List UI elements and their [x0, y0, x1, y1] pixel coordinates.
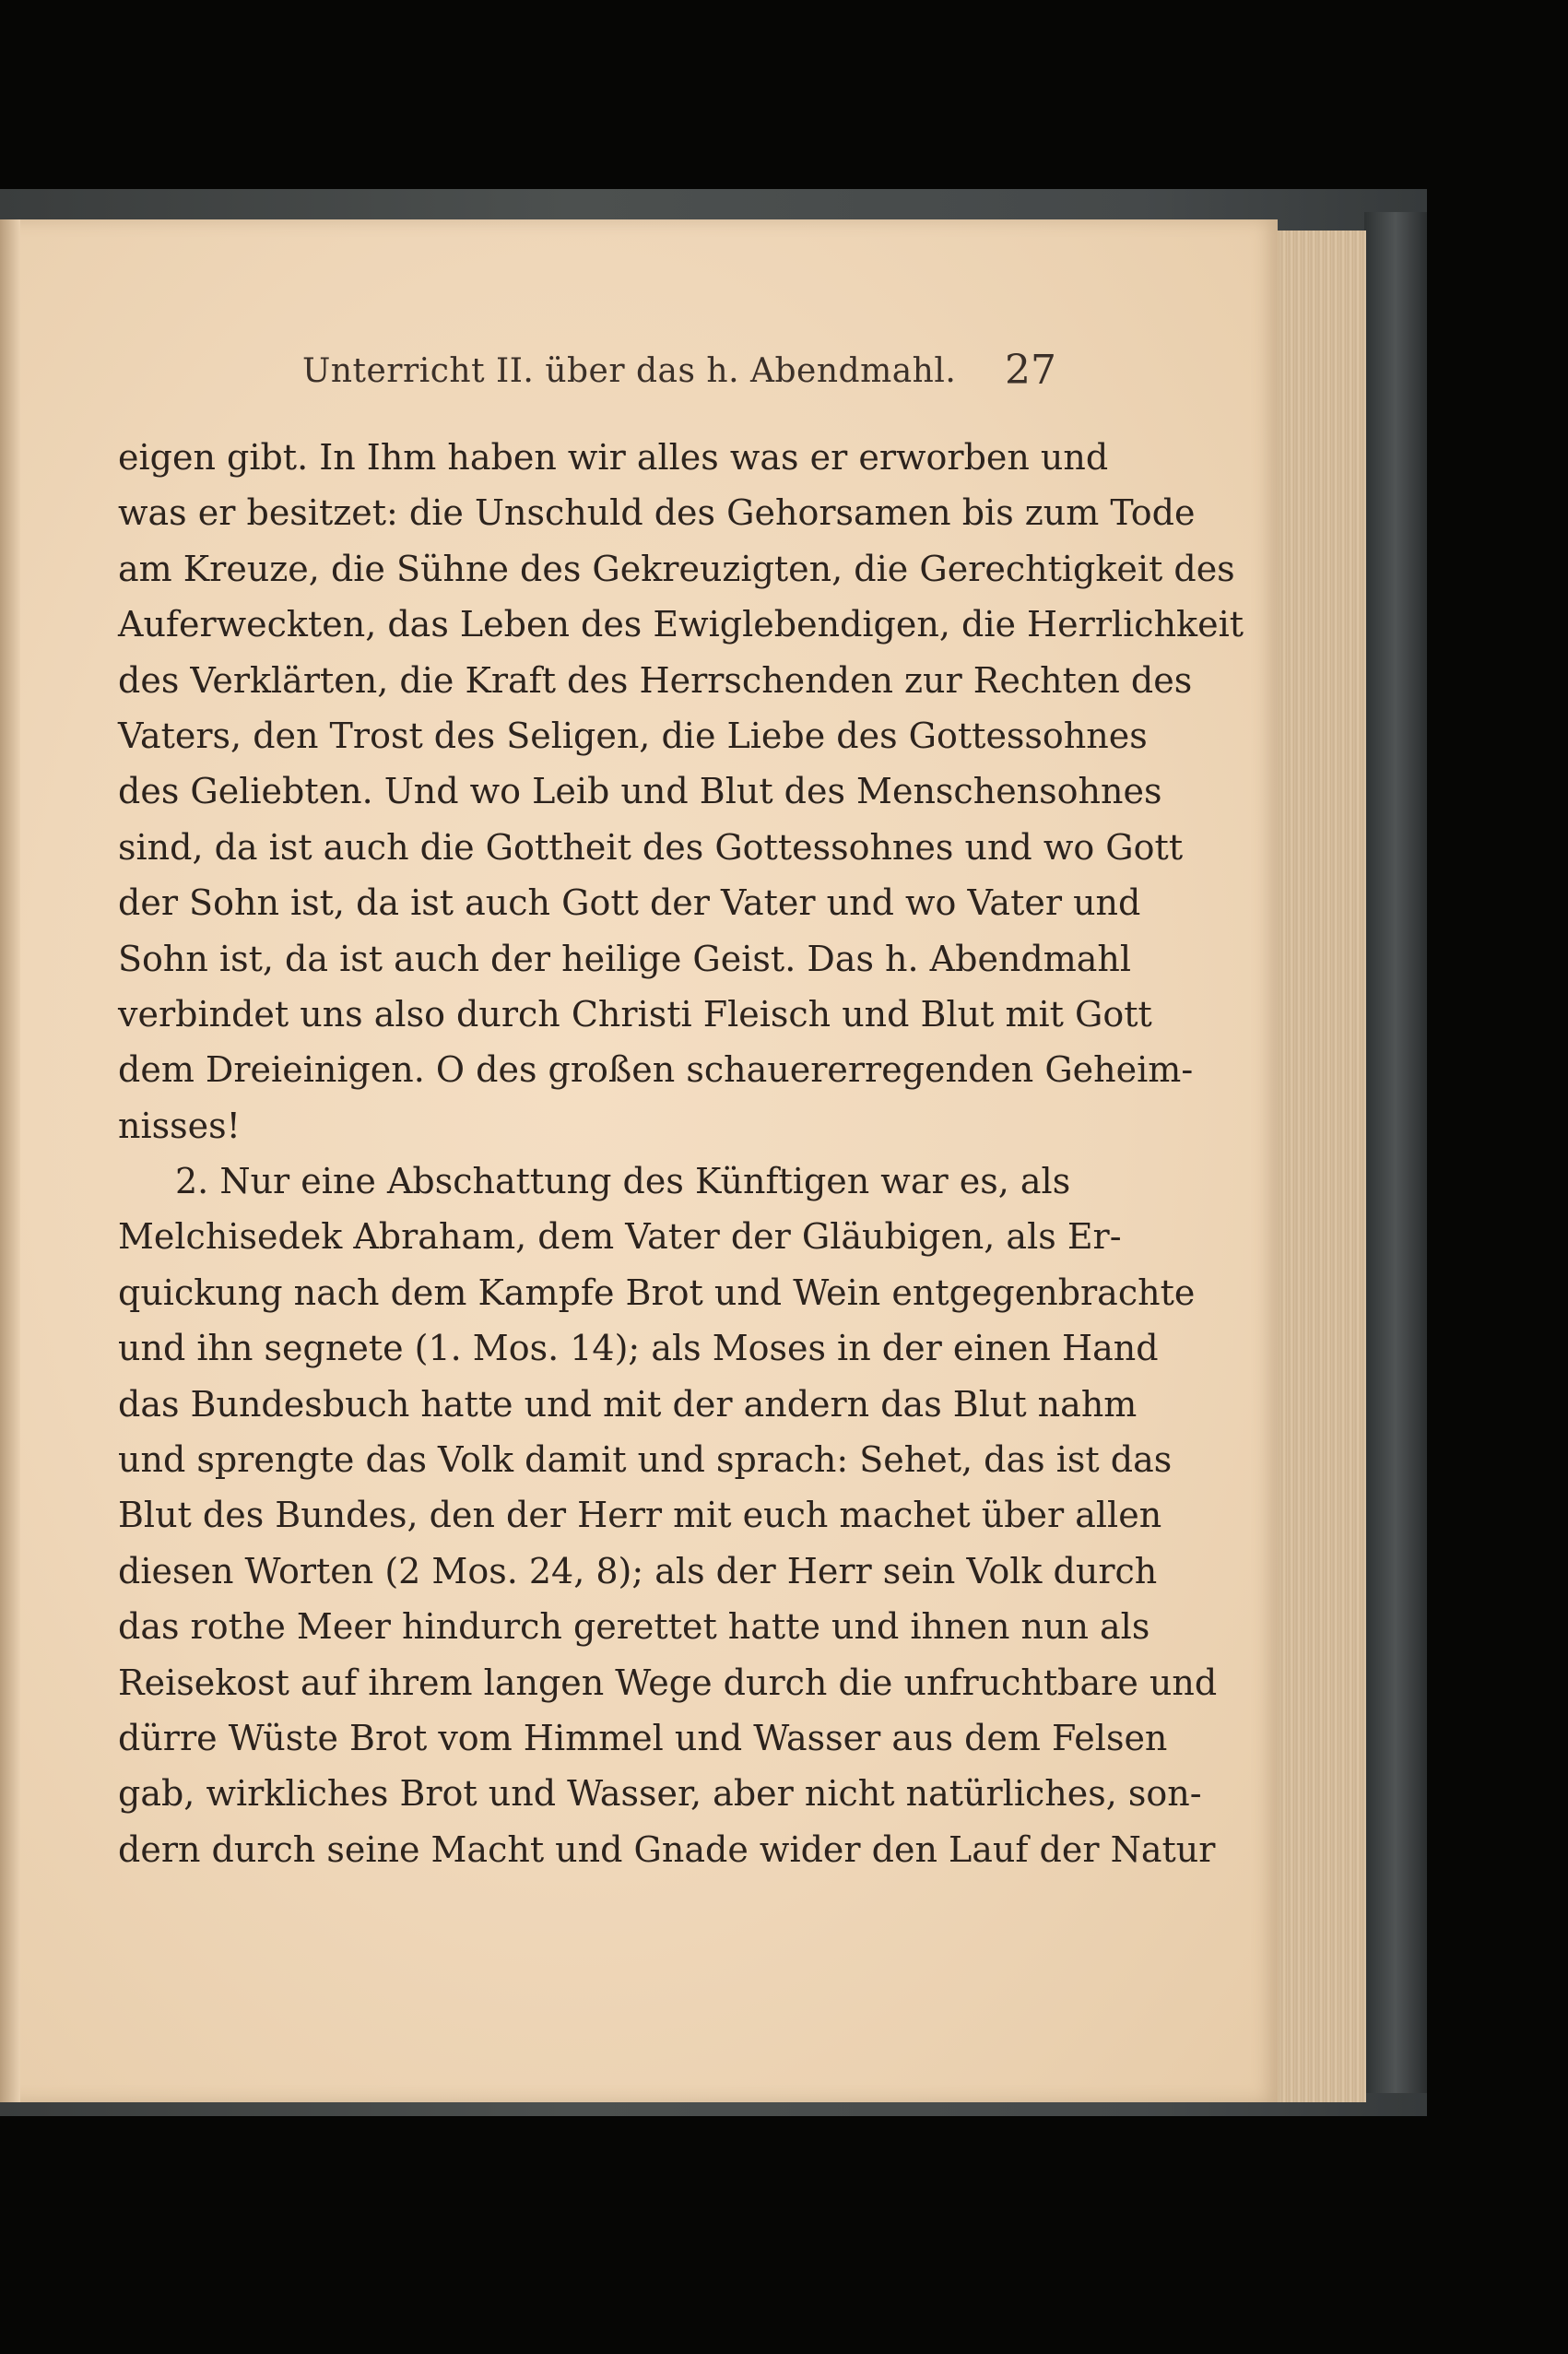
text-line: diesen Worten (2 Mos. 24, 8); als der Herr sein Volk durch	[118, 1550, 1158, 1591]
text-line: Sohn ist, da ist auch der heilige Geist. Das h. Abendmahl	[118, 938, 1132, 979]
text-line: Blut des Bundes, den der Herr mit euch machet über allen	[118, 1495, 1162, 1536]
running-head: Unterricht II. über das h. Abendmahl.	[302, 352, 957, 390]
text-line: 2. Nur eine Abschattung des Künftigen war es, als	[175, 1161, 1071, 1202]
text-line: am Kreuze, die Sühne des Gekreuzigten, die Gerechtigkeit des	[118, 548, 1235, 589]
text-line: Reisekost auf ihrem langen Wege durch die unfruchtbare und	[118, 1662, 1218, 1703]
text-line: verbindet uns also durch Christi Fleisch und Blut mit Gott	[118, 993, 1152, 1035]
text-line: quickung nach dem Kampfe Brot und Wein entgegenbrachte	[118, 1272, 1196, 1313]
book-spine-edge	[1364, 212, 1427, 2093]
text-line: und sprengte das Volk damit und sprach: Sehet, das ist das	[118, 1439, 1173, 1481]
text-line: das rothe Meer hindurch gerettet hatte und ihnen nun als	[118, 1606, 1150, 1648]
text-line: sind, da ist auch die Gottheit des Gottessohnes und wo Gott	[118, 826, 1184, 868]
text-line: eigen gibt. In Ihm haben wir alles was er erworben und	[118, 437, 1109, 478]
text-line: nisses!	[118, 1105, 241, 1146]
text-line: Vaters, den Trost des Seligen, die Liebe des Gottessohnes	[118, 715, 1148, 756]
text-line: was er besitzet: die Unschuld des Gehorsamen bis zum Tode	[118, 492, 1196, 534]
text-line: Melchisedek Abraham, dem Vater der Gläubigen, als Er-	[118, 1216, 1122, 1258]
text-line: das Bundesbuch hatte und mit der andern das Blut nahm	[118, 1383, 1138, 1425]
text-line: Auferweckten, das Leben des Ewiglebendigen, die Herrlichkeit	[118, 604, 1244, 645]
page-number: 27	[1005, 347, 1056, 394]
text-line: dem Dreieinigen. O des großen schauererregenden Geheim-	[118, 1049, 1194, 1091]
text-line: der Sohn ist, da ist auch Gott der Vater und wo Vater und	[118, 882, 1141, 924]
text-line: dern durch seine Macht und Gnade wider den Lauf der Natur	[118, 1828, 1216, 1870]
text-line: und ihn segnete (1. Mos. 14); als Moses in der einen Hand	[118, 1328, 1159, 1369]
text-line: des Geliebten. Und wo Leib und Blut des Menschensohnes	[118, 771, 1162, 812]
body-text	[118, 430, 1244, 1877]
page-edges	[1265, 231, 1366, 2102]
text-line: gab, wirkliches Brot und Wasser, aber nicht natürliches, son-	[118, 1773, 1202, 1815]
text-line: dürre Wüste Brot vom Himmel und Wasser aus dem Felsen	[118, 1717, 1168, 1758]
text-line: des Verklärten, die Kraft des Herrschenden zur Rechten des	[118, 659, 1193, 701]
page-gutter-shadow	[0, 219, 20, 2102]
